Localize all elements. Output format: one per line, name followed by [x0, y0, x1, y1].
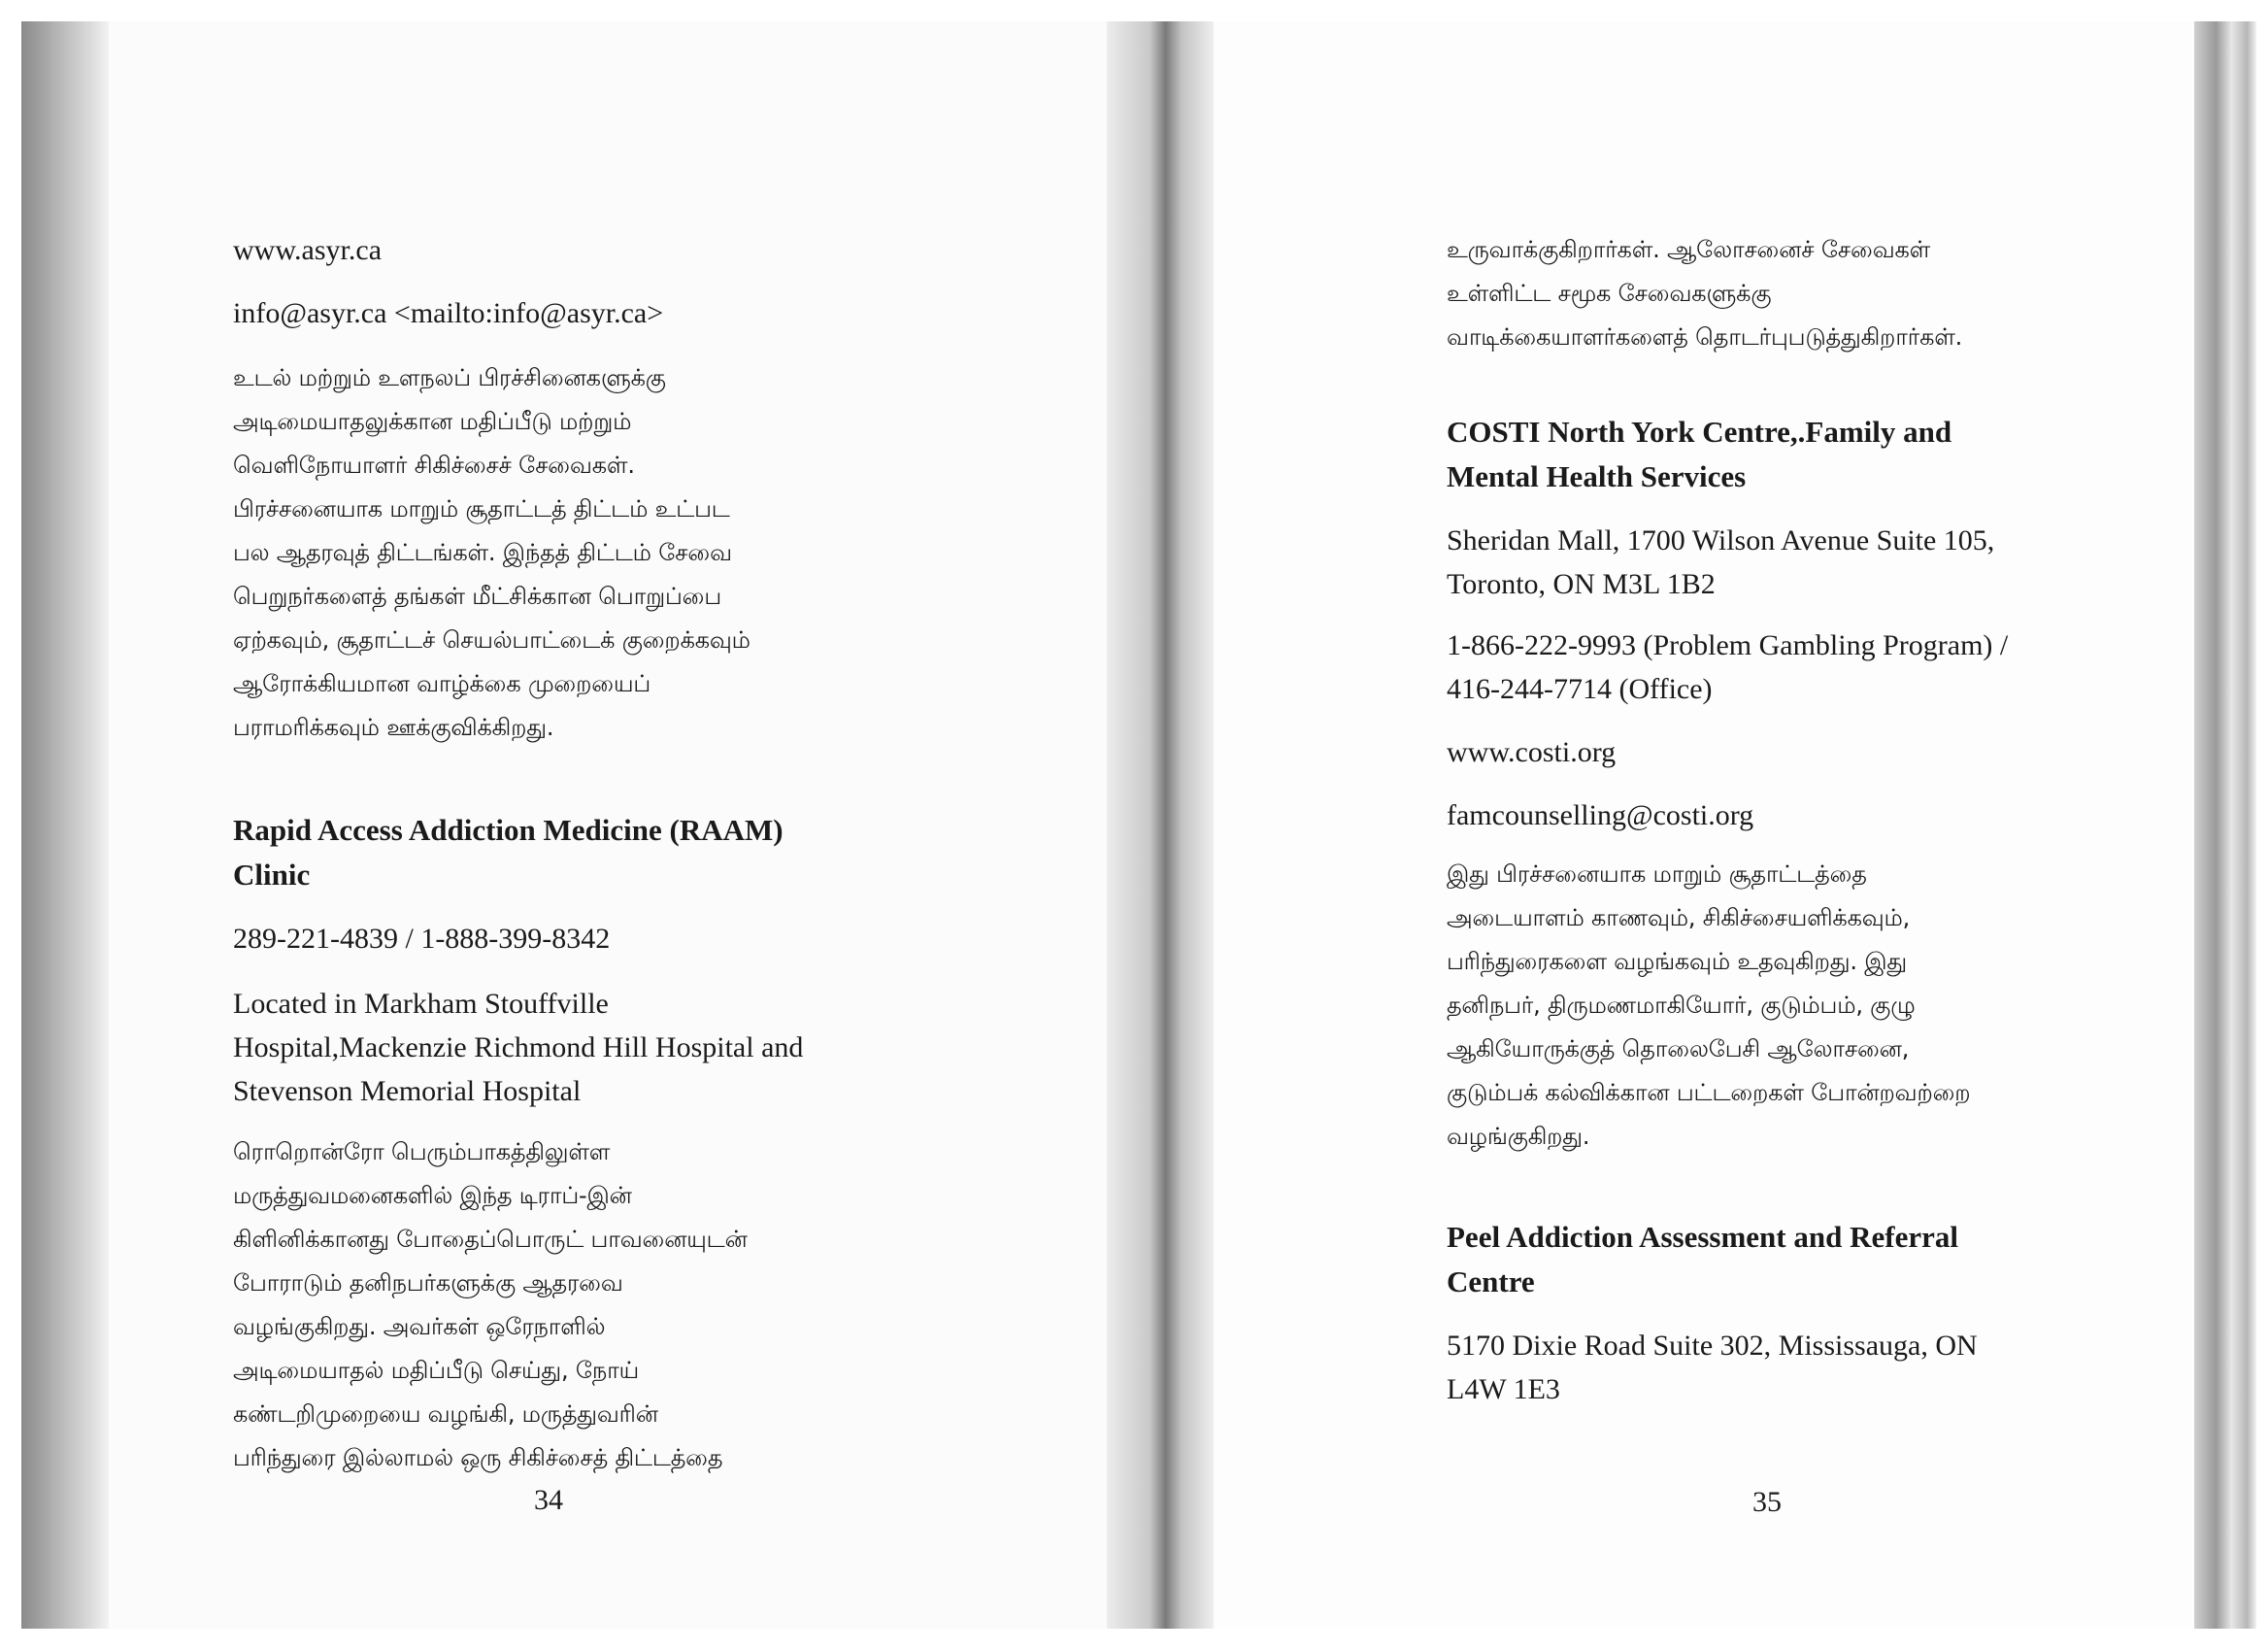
text-line: உருவாக்குகிறார்கள். ஆலோசனைச் சேவைகள்: [1447, 236, 1931, 263]
raam-location: [233, 982, 913, 1113]
text-line: வெளிநோயாளர் சிகிச்சைச் சேவைகள்.: [233, 452, 635, 479]
text-line: அடையாளம் காணவும், சிகிச்சையளிக்கவும்,: [1447, 904, 1911, 931]
text-line: அடிமையாதலுக்கான மதிப்பீடு மற்றும்: [233, 408, 632, 435]
text-line: Hospital,Mackenzie Richmond Hill Hospital and: [233, 1031, 804, 1063]
text-line: ரொறொன்ரோ பெரும்பாகத்திலுள்ள: [233, 1138, 611, 1165]
costi-email: famcounselling@costi.org: [1447, 799, 1754, 831]
text-line: இது பிரச்சனையாக மாறும் சூதாட்டத்தை: [1447, 860, 1867, 888]
continued-text: [1447, 228, 2126, 359]
text-line: வழங்குகிறது.: [1447, 1123, 1590, 1150]
text-line: 5170 Dixie Road Suite 302, Mississauga, ON: [1447, 1330, 1978, 1362]
peel-heading: [1447, 1215, 2126, 1304]
page-number-left: 34: [534, 1484, 563, 1516]
text-line: 1-866-222-9993 (Problem Gambling Program) /: [1447, 629, 2009, 661]
costi-phones: [1447, 623, 2126, 711]
peel-address: [1447, 1324, 2126, 1411]
text-line: கண்டறிமுறையை வழங்கி, மருத்துவரின்: [233, 1400, 658, 1428]
text-line: வாடிக்கையாளர்களைத் தொடர்புபடுத்துகிறார்கள்.: [1447, 323, 1963, 351]
asyr-website: www.asyr.ca: [233, 234, 383, 266]
text-line: உடல் மற்றும் உளநலப் பிரச்சினைகளுக்கு: [233, 364, 666, 391]
text-line: Sheridan Mall, 1700 Wilson Avenue Suite 105,: [1447, 524, 1995, 556]
right-book-edge: [2194, 21, 2256, 1629]
heading-line: Rapid Access Addiction Medicine (RAAM): [233, 813, 784, 847]
text-line: குடும்பக் கல்விக்கான பட்டறைகள் போன்றவற்றை: [1447, 1079, 1971, 1106]
heading-line: COSTI North York Centre,.Family and: [1447, 415, 1952, 449]
text-line: பரிந்துரை இல்லாமல் ஒரு சிகிச்சைத் திட்டத்தை: [233, 1444, 723, 1471]
text-line: L4W 1E3: [1447, 1373, 1560, 1405]
costi-website: www.costi.org: [1447, 736, 1617, 768]
text-line: உள்ளிட்ட சமூக சேவைகளுக்கு: [1447, 280, 1772, 307]
raam-phone: 289-221-4839 / 1-888-399-8342: [233, 923, 611, 955]
text-line: வழங்குகிறது. அவர்கள் ஒரேநாளில்: [233, 1313, 606, 1340]
text-line: Toronto, ON M3L 1B2: [1447, 568, 1716, 600]
asyr-email: info@asyr.ca <mailto:info@asyr.ca>: [233, 297, 664, 329]
heading-line: Clinic: [233, 858, 311, 892]
heading-line: Peel Addiction Assessment and Referral: [1447, 1220, 1958, 1254]
text-line: பெறுநர்களைத் தங்கள் மீட்சிக்கான பொறுப்பை: [233, 583, 722, 610]
left-page-content: [233, 228, 913, 1480]
text-line: கிளினிக்கானது போதைப்பொருட் பாவனையுடன்: [233, 1226, 748, 1253]
text-line: பிரச்சனையாக மாறும் சூதாட்டத் திட்டம் உட்பட: [233, 495, 730, 522]
book-gutter: [1107, 21, 1214, 1629]
text-line: Stevenson Memorial Hospital: [233, 1075, 582, 1107]
heading-line: Mental Health Services: [1447, 459, 1747, 493]
text-line: 416-244-7714 (Office): [1447, 673, 1713, 705]
text-line: அடிமையாதல் மதிப்பீடு செய்து, நோய்: [233, 1357, 640, 1384]
text-line: ஆகியோருக்குத் தொலைபேசி ஆலோசனை,: [1447, 1035, 1910, 1062]
text-line: பல ஆதரவுத் திட்டங்கள். இந்தத் திட்டம் சேவை: [233, 539, 732, 566]
text-line: Located in Markham Stouffville: [233, 988, 609, 1020]
raam-description: [233, 1130, 913, 1480]
page-number-right: 35: [1752, 1486, 1782, 1518]
left-book-edge: [21, 21, 109, 1629]
costi-heading: [1447, 410, 2126, 499]
text-line: தனிநபர், திருமணமாகியோர், குடும்பம், குழு: [1447, 992, 1916, 1019]
costi-description: [1447, 853, 2126, 1159]
asyr-description: [233, 356, 913, 750]
right-page-content: [1447, 228, 2126, 1411]
text-line: பராமரிக்கவும் ஊக்குவிக்கிறது.: [233, 714, 554, 741]
text-line: பரிந்துரைகளை வழங்கவும் உதவுகிறது. இது: [1447, 948, 1907, 975]
text-line: போராடும் தனிநபர்களுக்கு ஆதரவை: [233, 1269, 623, 1297]
text-line: ஏற்கவும், சூதாட்டச் செயல்பாட்டைக் குறைக்கவும்: [233, 626, 750, 654]
costi-address: [1447, 519, 2126, 606]
text-line: மருத்துவமனைகளில் இந்த டிராப்-இன்: [233, 1182, 632, 1209]
raam-clinic-heading: [233, 808, 913, 897]
text-line: ஆரோக்கியமான வாழ்க்கை முறையைப்: [233, 670, 650, 697]
heading-line: Centre: [1447, 1264, 1535, 1298]
